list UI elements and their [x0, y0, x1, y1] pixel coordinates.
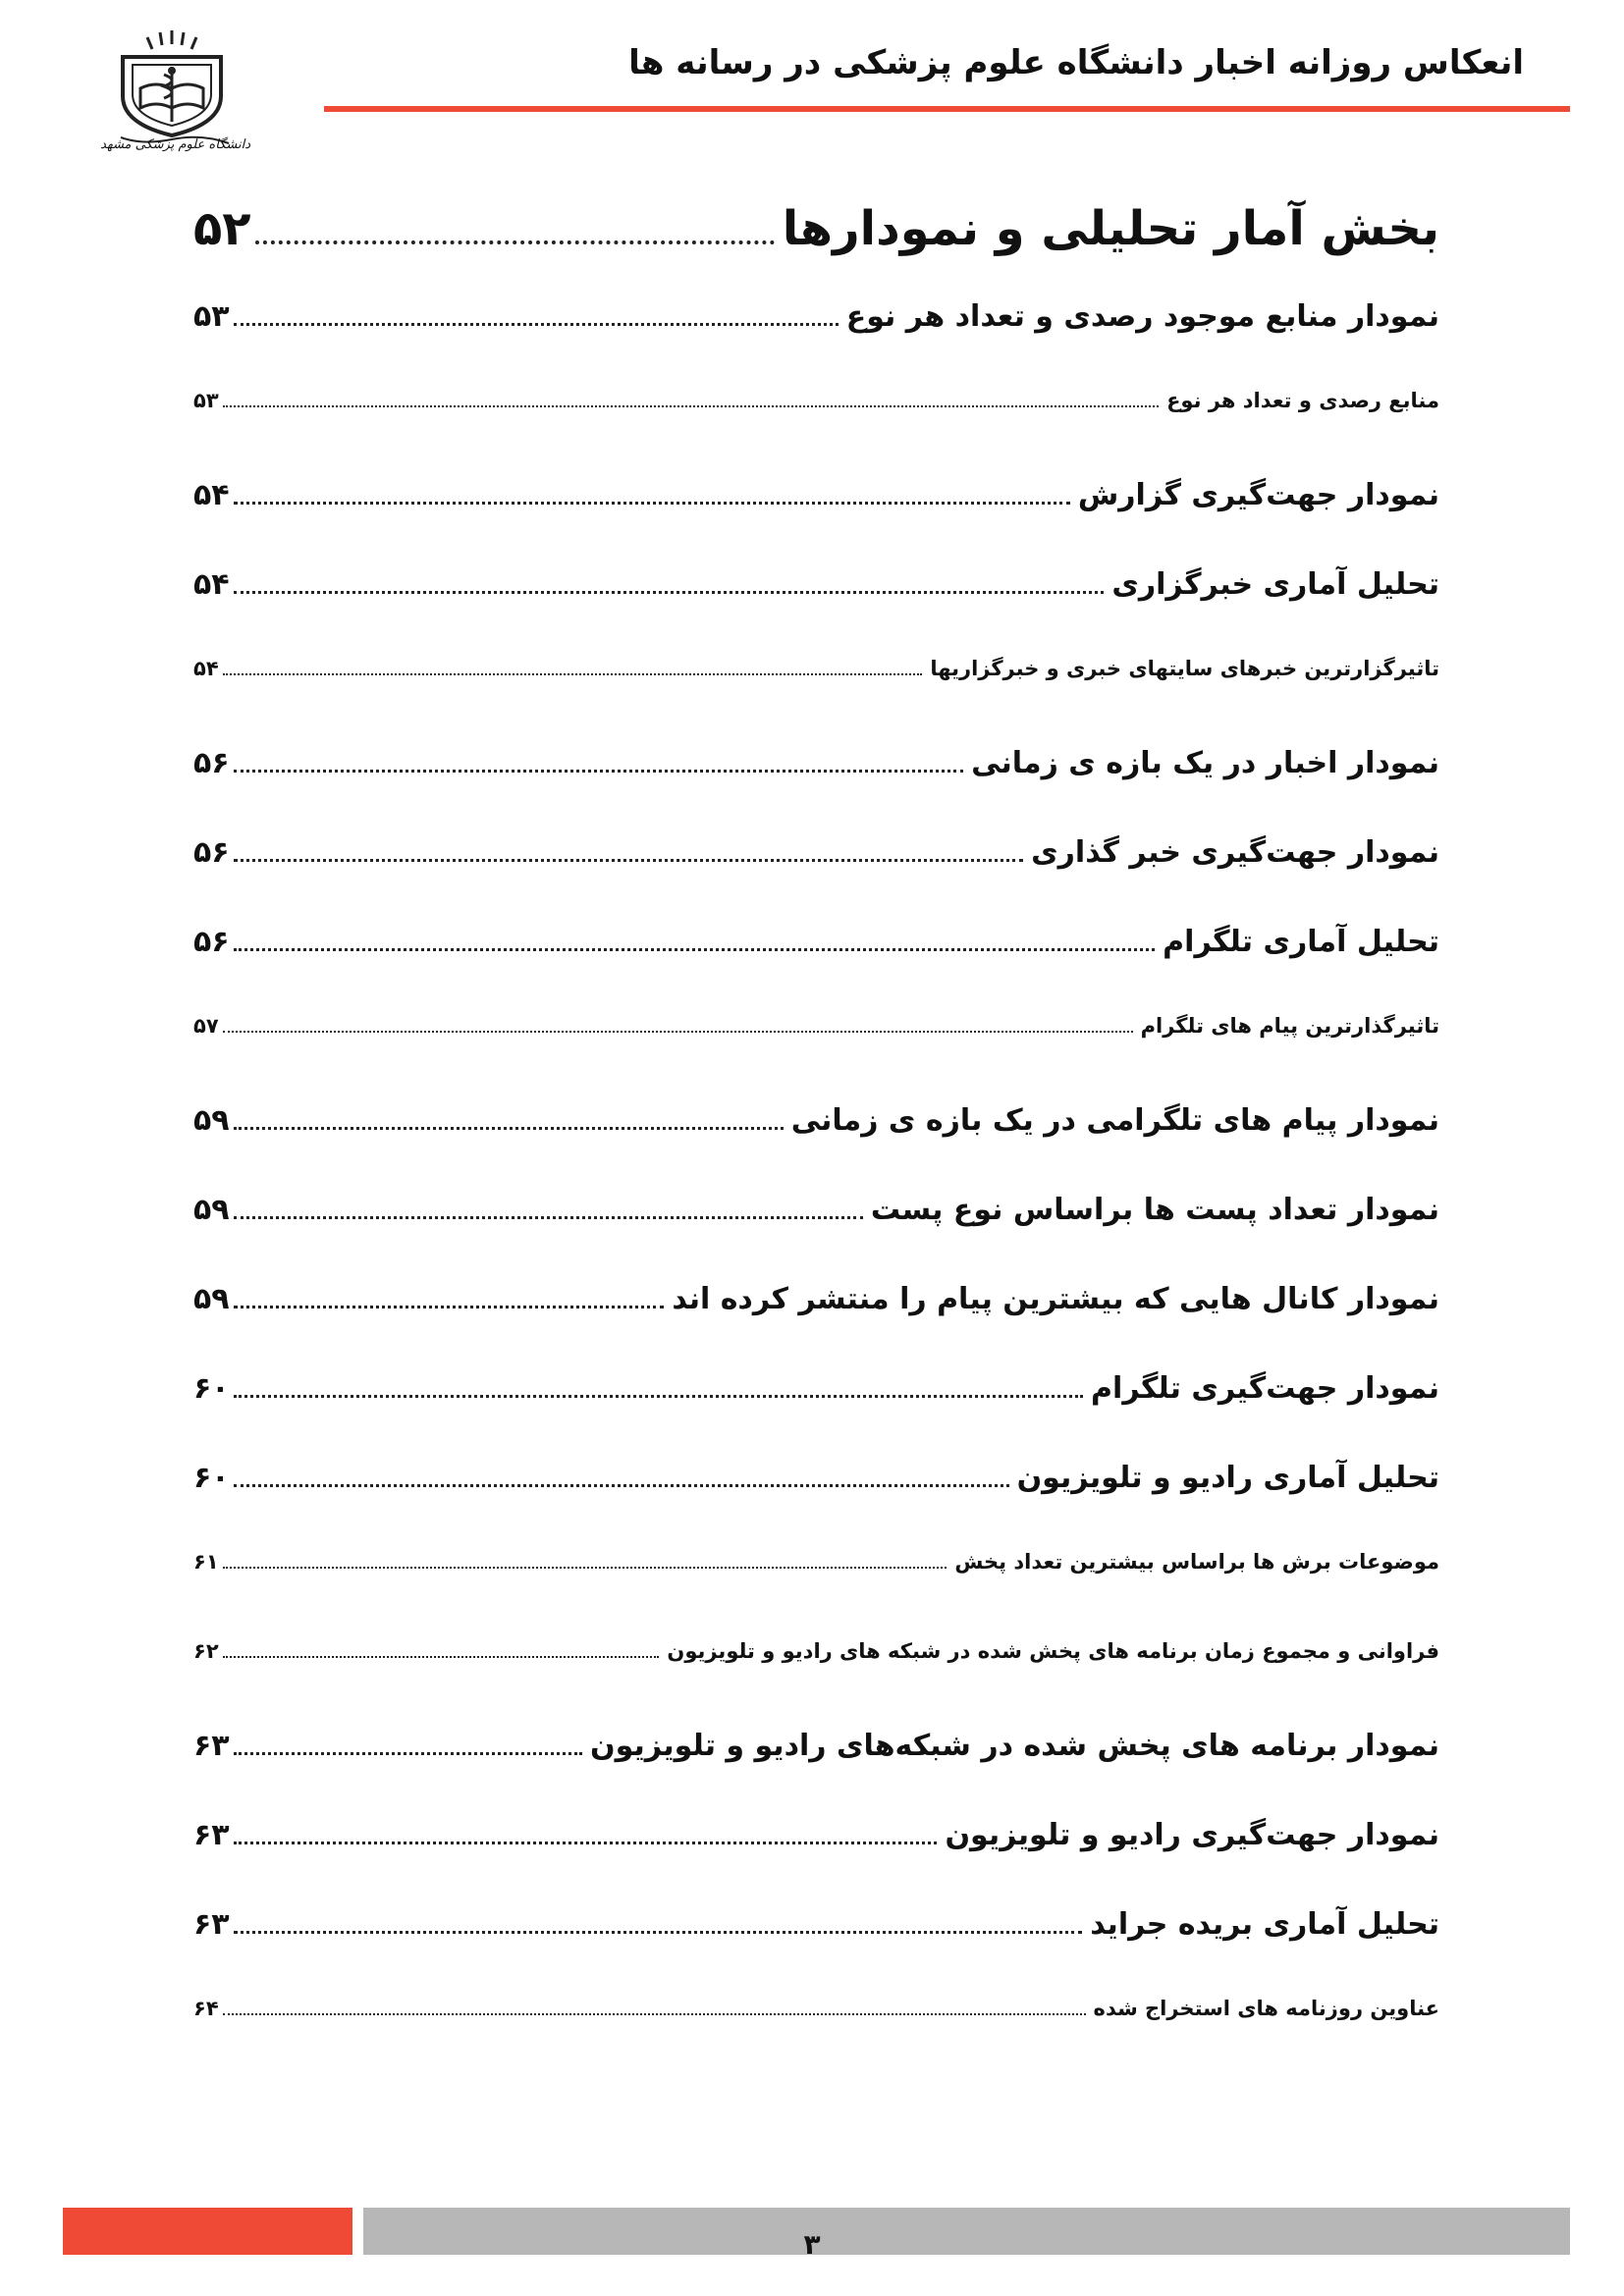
- table-of-contents: [193, 201, 1439, 2086]
- toc-entry-title: نمودار برنامه های پخش شده در شبکه‌های رادیو و تلویزیون: [590, 1729, 1439, 1763]
- toc-entry-title: نمودار اخبار در یک بازه ی زمانی: [971, 746, 1439, 780]
- toc-dot-leader: [234, 1483, 1009, 1487]
- toc-dot-leader: [234, 322, 839, 326]
- toc-dot-leader: [234, 1930, 1083, 1934]
- toc-dot-leader: [234, 1751, 582, 1755]
- toc-entry[interactable]: [193, 1729, 1439, 1818]
- toc-entry[interactable]: [193, 1997, 1439, 2086]
- toc-entry-title: نمودار جهت‌گیری تلگرام: [1091, 1371, 1439, 1406]
- toc-dot-leader: [234, 501, 1070, 505]
- toc-dot-leader: [223, 1566, 947, 1569]
- toc-entry-title: نمودار پیام های تلگرامی در یک بازه ی زمانی: [790, 1103, 1439, 1138]
- toc-entry[interactable]: [193, 1550, 1439, 1639]
- toc-entry-title: عناوین روزنامه های استخراج شده: [1093, 1997, 1439, 2020]
- toc-dot-leader: [234, 1394, 1083, 1398]
- toc-page-number: ۶۰: [193, 1461, 230, 1495]
- toc-dot-leader: [234, 769, 964, 773]
- toc-page-number: ۵۶: [193, 746, 230, 780]
- toc-page-number: ۵۴: [193, 567, 230, 602]
- toc-entry[interactable]: [193, 1014, 1439, 1103]
- toc-dot-leader: [234, 1305, 665, 1308]
- toc-dot-leader: [223, 672, 923, 675]
- toc-entry-title: موضوعات برش ها براساس بیشترین تعداد پخش: [954, 1550, 1439, 1574]
- toc-entry-title: تاثیرگزارترین خبرهای سایتهای خبری و خبرگزاریها: [930, 657, 1439, 680]
- toc-entry-title: بخش آمار تحلیلی و نمودارها: [782, 201, 1439, 256]
- university-logo: [100, 27, 250, 165]
- toc-entry-title: تحلیل آماری رادیو و تلویزیون: [1016, 1461, 1439, 1495]
- toc-dot-leader: [234, 947, 1156, 951]
- toc-page-number: ۶۳: [193, 1818, 230, 1852]
- toc-section-heading[interactable]: [193, 201, 1439, 299]
- toc-entry-title: تحلیل آماری بریده جراید: [1090, 1907, 1439, 1942]
- toc-dot-leader: [234, 1215, 863, 1219]
- toc-entry-title: نمودار منابع موجود رصدی و تعداد هر نوع: [845, 299, 1439, 334]
- toc-entry[interactable]: [193, 835, 1439, 925]
- toc-entry-title: تحلیل آماری تلگرام: [1163, 925, 1439, 959]
- toc-page-number: ۶۳: [193, 1907, 230, 1942]
- toc-page-number: ۵۲: [193, 201, 251, 256]
- header-divider: [324, 106, 1570, 112]
- toc-entry-title: تاثیرگذارترین پیام های تلگرام: [1140, 1014, 1439, 1038]
- toc-page-number: ۵۹: [193, 1193, 230, 1227]
- page-number: ۳: [803, 2228, 821, 2261]
- toc-page-number: ۵۹: [193, 1103, 230, 1138]
- toc-dot-leader: [234, 1126, 784, 1130]
- toc-entry[interactable]: [193, 1907, 1439, 1997]
- toc-entry[interactable]: [193, 746, 1439, 835]
- toc-page-number: ۵۷: [193, 1014, 219, 1038]
- toc-entry[interactable]: [193, 925, 1439, 1014]
- toc-page-number: ۶۳: [193, 1729, 230, 1763]
- toc-dot-leader: [255, 240, 775, 244]
- toc-entry[interactable]: [193, 478, 1439, 567]
- toc-page-number: ۶۱: [193, 1550, 219, 1574]
- toc-entry[interactable]: [193, 299, 1439, 389]
- toc-entry-title: نمودار جهت‌گیری گزارش: [1077, 478, 1439, 512]
- toc-dot-leader: [223, 1030, 1133, 1033]
- toc-entry[interactable]: [193, 1818, 1439, 1907]
- toc-entry-title: نمودار کانال هایی که بیشترین پیام را منتشر کرده اند: [672, 1282, 1439, 1316]
- toc-dot-leader: [223, 404, 1159, 407]
- toc-entry[interactable]: [193, 1461, 1439, 1550]
- toc-dot-leader: [234, 590, 1105, 594]
- toc-page-number: ۵۳: [193, 299, 230, 334]
- toc-dot-leader: [234, 858, 1024, 862]
- toc-entry[interactable]: [193, 1193, 1439, 1282]
- toc-entry[interactable]: [193, 1639, 1439, 1729]
- page-header: [0, 0, 1624, 157]
- toc-page-number: ۵۶: [193, 835, 230, 870]
- toc-page-number: ۶۰: [193, 1371, 230, 1406]
- toc-entry-title: نمودار تعداد پست ها براساس نوع پست: [870, 1193, 1439, 1227]
- toc-dot-leader: [223, 2012, 1086, 2015]
- toc-entry-title: نمودار جهت‌گیری رادیو و تلویزیون: [945, 1818, 1439, 1852]
- toc-entry-title: فراوانی و مجموع زمان برنامه های پخش شده در شبکه های رادیو و تلویزیون: [667, 1639, 1439, 1663]
- toc-page-number: ۵۶: [193, 925, 230, 959]
- toc-page-number: ۵۴: [193, 478, 230, 512]
- toc-dot-leader: [223, 1655, 660, 1658]
- header-title: انعکاس روزانه اخبار دانشگاه علوم پزشکی در رسانه ها: [628, 43, 1524, 82]
- toc-dot-leader: [234, 1841, 938, 1844]
- toc-entry[interactable]: [193, 567, 1439, 657]
- toc-page-number: ۵۳: [193, 389, 219, 412]
- toc-page-number: ۶۲: [193, 1639, 219, 1663]
- toc-entry[interactable]: [193, 657, 1439, 746]
- toc-entry-title: تحلیل آماری خبرگزاری: [1111, 567, 1439, 602]
- toc-entry[interactable]: [193, 1371, 1439, 1461]
- toc-entry-title: منابع رصدی و تعداد هر نوع: [1166, 389, 1439, 412]
- toc-page-number: ۶۴: [193, 1997, 219, 2020]
- logo-caption: دانشگاه علوم پزشکی مشهد: [100, 137, 250, 152]
- toc-entry[interactable]: [193, 389, 1439, 478]
- toc-page-number: ۵۴: [193, 657, 219, 680]
- toc-page-number: ۵۹: [193, 1282, 230, 1316]
- toc-entry[interactable]: [193, 1282, 1439, 1371]
- toc-entry[interactable]: [193, 1103, 1439, 1193]
- toc-entry-title: نمودار جهت‌گیری خبر گذاری: [1031, 835, 1439, 870]
